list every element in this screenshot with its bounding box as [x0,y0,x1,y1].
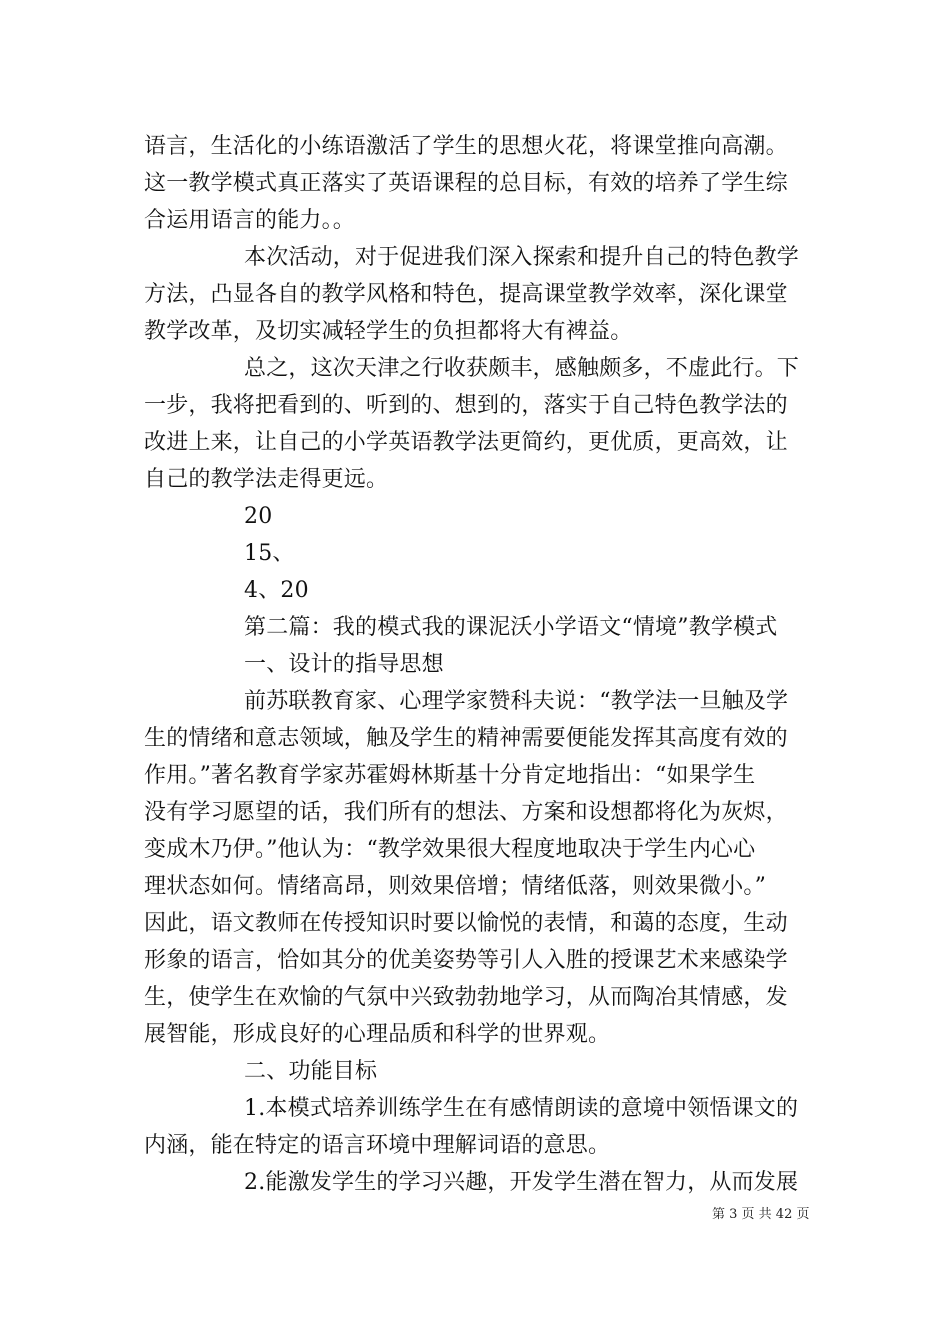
text-line: 内涵，能在特定的语言环境中理解词语的意思。 [144,1133,611,1158]
text-line: 前苏联教育家、心理学家赞科夫说：“教学法一旦触及学 [244,689,789,714]
text-line: 教学改革，及切实减轻学生的负担都将大有裨益。 [144,319,633,344]
text-line: 因此，语文教师在传授知识时要以愉悦的表情，和蔼的态度，生动 [144,911,788,936]
text-line: 1.本模式培养训练学生在有感情朗读的意境中领悟课文的 [244,1096,799,1121]
text-line: 理状态如何。情绪高昂，则效果倍增；情绪低落，则效果微小。” [144,874,767,899]
text-line: 没有学习愿望的话，我们所有的想法、方案和设想都将化为灰烬， [144,800,788,825]
text-line: 自己的教学法走得更远。 [144,467,389,492]
section-heading: 二、功能目标 [244,1059,378,1084]
text-line: 本次活动，对于促进我们深入探索和提升自己的特色教学 [244,245,800,270]
text-line: 展智能，形成良好的心理品质和科学的世界观。 [144,1022,611,1047]
section-heading: 一、设计的指导思想 [244,652,444,677]
text-line: 2.能激发学生的学习兴趣，开发学生潜在智力，从而发展 [244,1170,799,1195]
text-line: 方法，凸显各自的教学风格和特色，提高课堂教学效率，深化课堂 [144,282,788,307]
text-line: 总之，这次天津之行收获颇丰，感触颇多，不虚此行。下 [244,356,800,381]
text-line: 生的情绪和意志领域，触及学生的精神需要便能发挥其高度有效的 [144,726,788,751]
text-line: 形象的语言，恰如其分的优美姿势等引人入胜的授课艺术来感染学 [144,948,788,973]
section-title: 第二篇：我的模式我的课泥沃小学语文“情境”教学模式 [244,615,778,640]
text-line: 15、 [244,541,295,566]
page-number-footer: 第 3 页 共 42 页 [712,1207,810,1222]
text-line: 一步，我将把看到的、听到的、想到的，落实于自己特色教学法的 [144,393,788,418]
text-line: 4、20 [244,578,309,603]
text-line: 作用。”著名教育学家苏霍姆林斯基十分肯定地指出：“如果学生 [144,763,756,788]
text-line: 合运用语言的能力。。 [144,208,356,233]
text-line: 语言，生活化的小练语激活了学生的思想火花，将课堂推向高潮。 [144,134,788,159]
text-line: 这一教学模式真正落实了英语课程的总目标，有效的培养了学生综 [144,171,788,196]
text-line: 20 [244,504,273,529]
text-line: 生，使学生在欢愉的气氛中兴致勃勃地学习，从而陶冶其情感，发 [144,985,788,1010]
text-line: 变成木乃伊。”他认为：“教学效果很大程度地取决于学生内心心 [144,837,756,862]
text-line: 改进上来，让自己的小学英语教学法更简约，更优质，更高效，让 [144,430,788,455]
